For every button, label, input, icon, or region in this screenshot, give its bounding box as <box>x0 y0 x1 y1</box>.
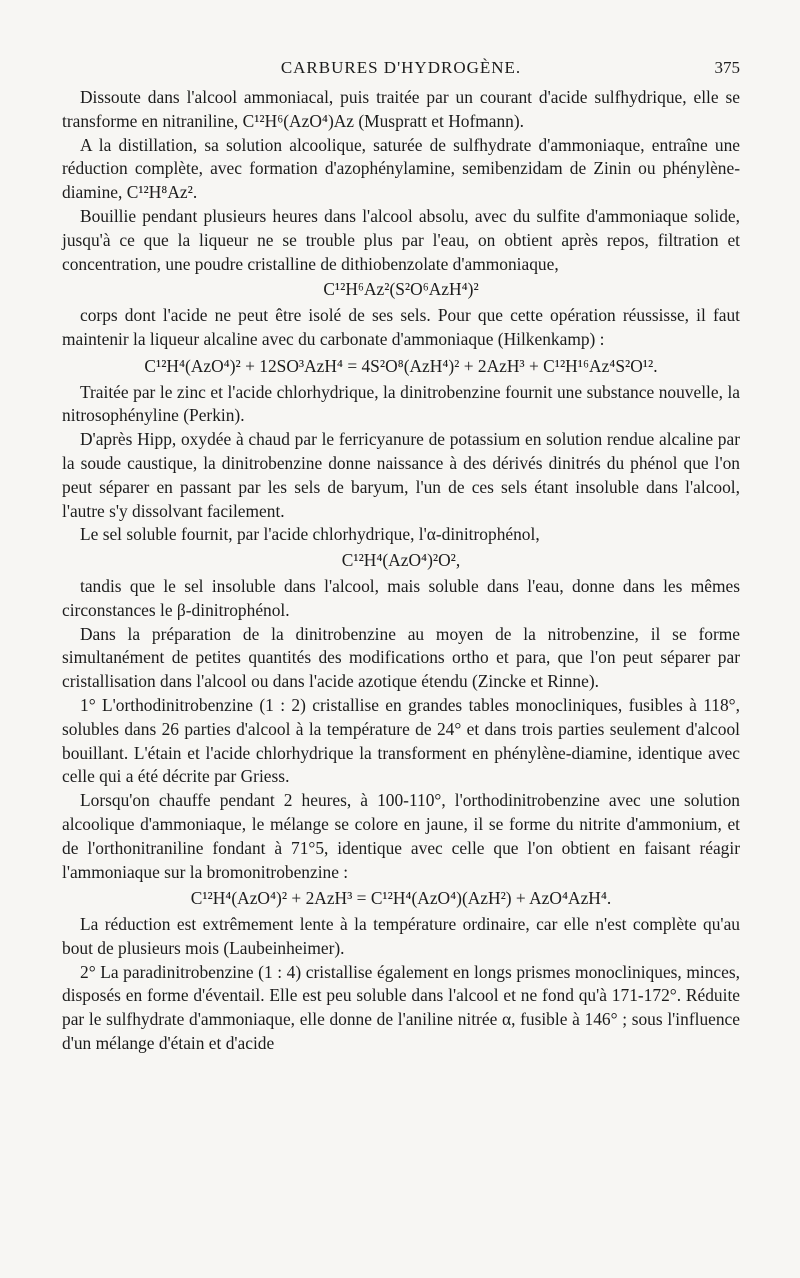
formula: C¹²H⁴(AzO⁴)² + 12SO³AzH⁴ = 4S²O⁸(AzH⁴)² + 2AzH³ + C¹²H¹⁶Az⁴S²O¹². <box>144 355 658 376</box>
paragraph: Traitée par le zinc et l'acide chlorhydrique, la dinitrobenzine fournit une substance nouvelle, la nitrosophényline (Perkin). <box>62 381 740 426</box>
paragraph: Lorsqu'on chauffe pendant 2 heures, à 100-110°, l'orthodinitrobenzine avec une solution alcoolique d'ammoniaque, le mélange se colore en jaune, il se forme du nitrite d'ammonium, et de l'orthonitraniline fondant à 71°5, identique avec celle que l'on obtient en faisant réagir l'ammoniaque sur la bromonitrobenzine : <box>62 790 740 882</box>
paragraph: corps dont l'acide ne peut être isolé de ses sels. Pour que cette opération réussisse, il faut maintenir la liqueur alcaline avec du carbonate d'ammoniaque (Hilkenkamp) : <box>62 305 740 349</box>
formula: C¹²H⁶Az²(S²O⁶AzH⁴)² <box>323 279 479 300</box>
page-number: 375 <box>714 58 740 77</box>
paragraph: 2° La paradinitrobenzine (1 : 4) cristallise également en longs prismes monocliniques, minces, disposés en forme d'éventail. Elle est peu soluble dans l'alcool et ne fond qu'à 171-172°. Réduite par le sulfhydrate d'ammoniaque, elle donne de l'aniline nitrée α, fusible à 146° ; sous l'influence d'un mélange d'étain et d'acide <box>62 961 740 1054</box>
body-text <box>62 86 740 1056</box>
paragraph: tandis que le sel insoluble dans l'alcool, mais soluble dans l'eau, donne dans les mêmes circonstances le β-dinitrophénol. <box>62 575 740 620</box>
formula: C¹²H⁴(AzO⁴)²O², <box>341 550 461 571</box>
formula: C¹²H⁴(AzO⁴)² + 2AzH³ = C¹²H⁴(AzO⁴)(AzH²) + AzO⁴AzH⁴. <box>190 888 612 909</box>
paragraph: La réduction est extrêmement lente à la température ordinaire, car elle n'est complète qu'au bout de plusieurs mois (Laubeinheimer). <box>62 914 740 958</box>
running-head: CARBURES D'HYDROGÈNE. <box>280 58 522 77</box>
paragraph: 1° L'orthodinitrobenzine (1 : 2) cristallise en grandes tables monocliniques, fusibles à 118°, solubles dans 26 parties d'alcool à la température de 24° et dans trois parties seulement d'alcool bouillant. L'étain et l'acide chlorhydrique la transforment en phénylène-diamine, identique avec celle qui a été décrite par Griess. <box>62 694 740 787</box>
paragraph: Le sel soluble fournit, par l'acide chlorhydrique, l'α-dinitrophénol, <box>80 524 540 545</box>
paragraph: D'après Hipp, oxydée à chaud par le ferricyanure de potassium en solution rendue alcaline par la soude caustique, la dinitrobenzine donne naissance à des dérivés dinitrés du phénol que l'on peut séparer en passant par les sels de baryum, l'un de ces sels étant insoluble dans l'alcool, l'autre s'y dissolvant facilement. <box>62 429 740 521</box>
paragraph: Dissoute dans l'alcool ammoniacal, puis traitée par un courant d'acide sulfhydrique, elle se transforme en nitraniline, C¹²H⁶(AzO⁴)Az (Muspratt et Hofmann). <box>62 87 740 131</box>
paragraph: A la distillation, sa solution alcoolique, saturée de sulfhydrate d'ammoniaque, entraîne une réduction complète, avec formation d'azophénylamine, semibenzidam de Zinin ou phénylène-diamine, C¹²H⁸Az². <box>62 134 740 203</box>
paragraph: Bouillie pendant plusieurs heures dans l'alcool absolu, avec du sulfite d'ammoniaque solide, jusqu'à ce que la liqueur ne se trouble plus par l'eau, on obtient après repos, filtration et concentration, une poudre cristalline de dithiobenzolate d'ammoniaque, <box>62 205 740 274</box>
paragraph: Dans la préparation de la dinitrobenzine au moyen de la nitrobenzine, il se forme simultanément de petites quantités des modifications ortho et para, que l'on peut séparer par cristallisation dans l'alcool ou dans l'acide azotique étendu (Zincke et Rinne). <box>62 623 740 692</box>
page-header <box>62 58 740 82</box>
